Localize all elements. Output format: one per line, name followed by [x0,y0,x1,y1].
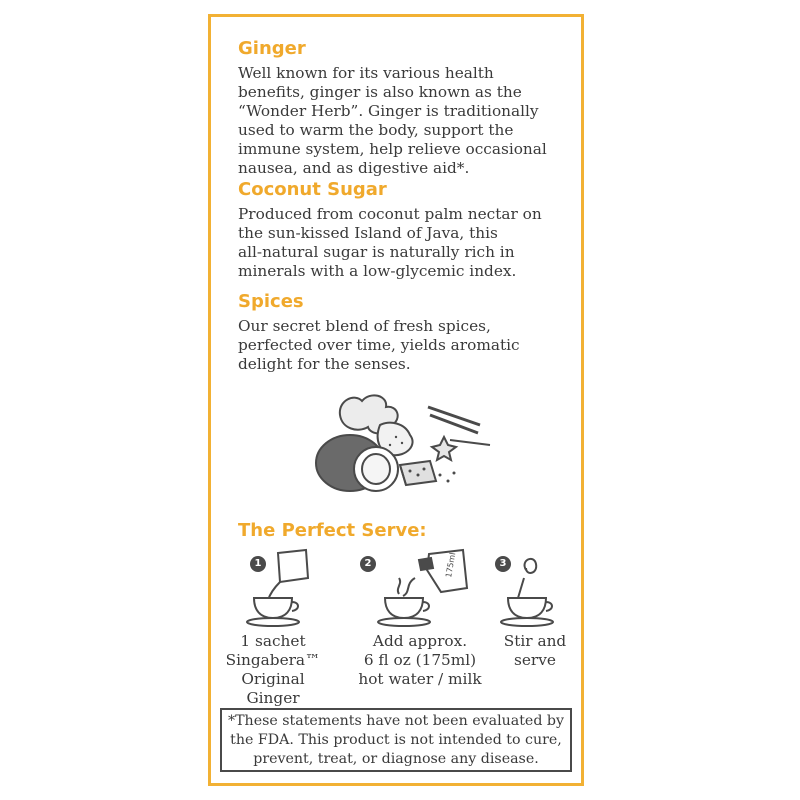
fda-disclaimer: *These statements have not been evaluated by the FDA. This product is not intended to cure, prevent, treat, or diagnose any disease. [220,708,572,772]
teacup-icon [378,578,430,626]
step-number-1: 1 [250,556,266,572]
step-1-illustration [208,548,338,628]
step-2-illustration [355,548,485,628]
ingredients-illustration-icon [310,385,500,495]
step-number-2: 2 [360,556,376,572]
coconut-sugar-section [238,179,568,281]
spoon-icon [518,559,536,598]
serve-step-1 [208,548,338,708]
teacup-icon [247,598,299,626]
sachet-icon [268,550,308,600]
step-3-caption: Stir and serve [503,632,567,669]
serve-step-3 [470,548,600,670]
step-number-3: 3 [495,556,511,572]
spices-section [238,291,568,374]
spices-heading: Spices [238,291,304,312]
spices-description: Our secret blend of fresh spices, perfected over time, yields aromatic delight for the senses. [238,317,520,373]
teacup-icon [501,598,553,626]
jug-label: 175ml [444,551,458,579]
step-2-caption: Add approx. 6 fl oz (175ml) hot water / milk [358,632,482,688]
serve-step-2 [355,548,485,689]
ginger-section [238,38,568,178]
jug-icon [403,550,467,596]
coconut-sugar-heading: Coconut Sugar [238,179,387,200]
ginger-description: Well known for its various health benefits, ginger is also known as the “Wonder Herb”. Ginger is traditionally used to warm the body, support the immune system, help relieve occasional nausea, and as digestive aid*. [238,64,547,177]
ginger-heading: Ginger [238,38,306,59]
perfect-serve-heading: The Perfect Serve: [238,520,427,541]
coconut-sugar-description: Produced from coconut palm nectar on the sun-kissed Island of Java, this all-natural sugar is naturally rich in minerals with a low-glycemic index. [238,205,542,280]
step-3-illustration [470,548,600,628]
step-1-caption: 1 sachet Singabera™ Original Ginger [225,632,321,707]
